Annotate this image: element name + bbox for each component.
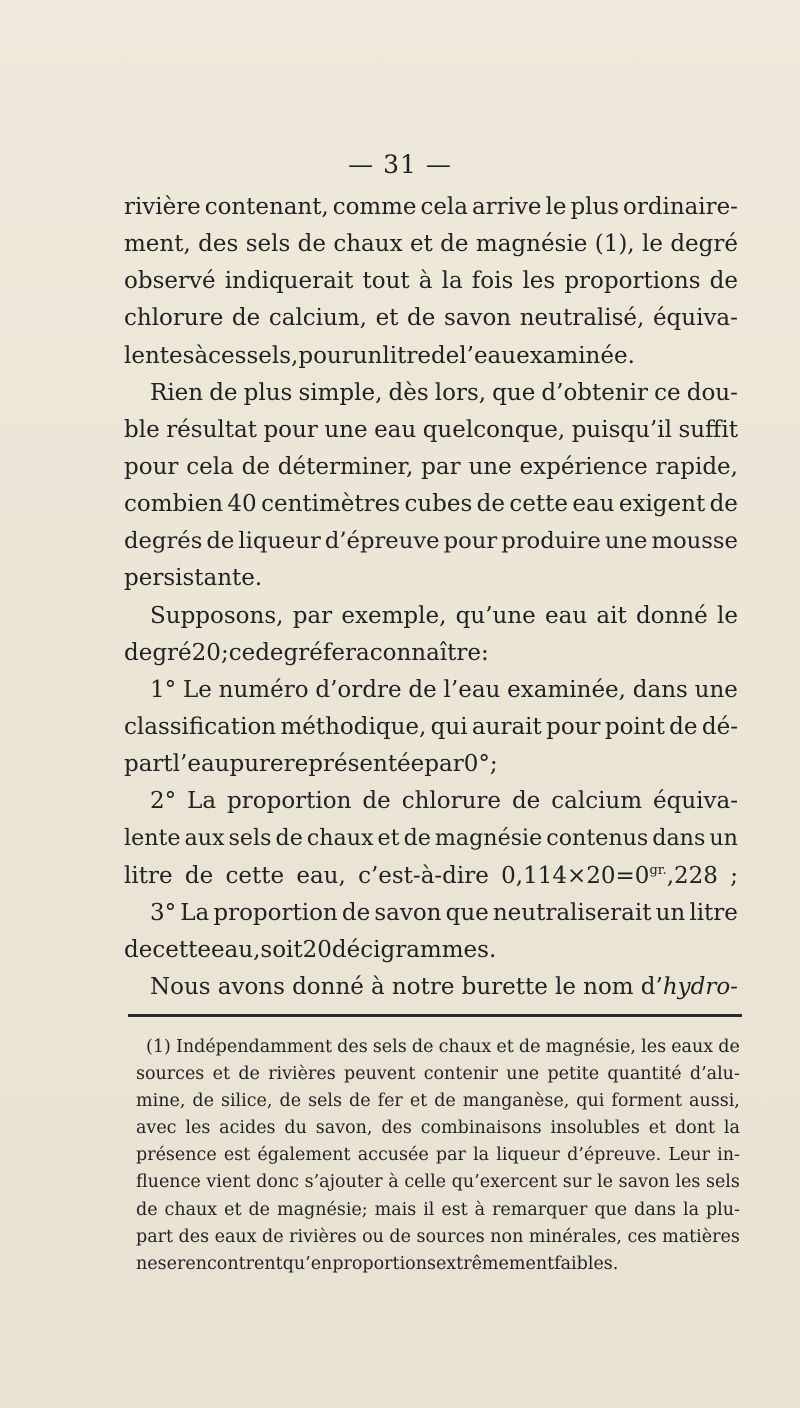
footnote-line: fluence vient donc s’ajouter à celle qu’exercent sur le savon les sels — [136, 1172, 740, 1193]
text-line: rivière contenant, comme cela arrive le plus ordinaire- — [124, 194, 738, 220]
text-line: Rien de plus simple, dès lors, que d’obtenir ce dou- — [150, 379, 738, 406]
text-line: classification méthodique, qui aurait pour point de dé- — [124, 713, 738, 740]
text-line: degré 20 ; ce degré fera connaître : — [124, 639, 489, 666]
text-line: lentes à ces sels, pour un litre de l’eau examinée. — [124, 342, 635, 369]
text-line: de cette eau, soit 20 décigrammes. — [124, 936, 497, 963]
footnote-divider — [128, 1014, 742, 1017]
footnote-line: de chaux et de magnésie; mais il est à remarquer que dans la plu- — [136, 1199, 740, 1220]
text-line: combien 40 centimètres cubes de cette eau exigent de — [124, 491, 738, 518]
text-line: pour cela de déterminer, par une expérience rapide, — [124, 453, 738, 480]
text-line: lente aux sels de chaux et de magnésie contenus dans un — [124, 825, 738, 852]
main-text — [124, 189, 738, 1006]
footnote-line: mine, de silice, de sels de fer et de manganèse, qui forment aussi, — [136, 1091, 740, 1112]
footnote-line: ne se rencontrent qu’en proportions extrêmement faibles. — [136, 1253, 619, 1274]
text-line: degrés de liqueur d’épreuve pour produire une mousse — [124, 528, 738, 555]
text-line: litre de cette eau, c’est-à-dire $0,114\times 20=0^{gr.},228$ ; — [124, 862, 738, 889]
text-line: observé indiquerait tout à la fois les proportions de — [124, 268, 738, 295]
text-line: ment, des sels de chaux et de magnésie (1), le degré — [124, 231, 738, 258]
text-line: ble résultat pour une eau quelconque, puisqu’il suffit — [124, 416, 738, 443]
text-line: Supposons, par exemple, qu’une eau ait donné le — [150, 602, 738, 629]
text-line: persistante. — [124, 565, 263, 592]
text-line: 1° Le numéro d’ordre de l’eau examinée, dans une — [150, 676, 738, 703]
text-line: 3° La proportion de savon que neutraliserait un litre — [150, 899, 738, 926]
footnote-line: avec les acides du savon, des combinaisons insolubles et dont la — [136, 1118, 740, 1139]
footnote-line: (1) Indépendamment des sels de chaux et de magnésie, les eaux de — [146, 1037, 740, 1057]
footnote-line: présence est également accusée par la liqueur d’épreuve. Leur in- — [136, 1145, 740, 1166]
text-line: 2° La proportion de chlorure de calcium équiva- — [150, 788, 738, 815]
page-number: — 31 — — [348, 150, 452, 179]
text-line: chlorure de calcium, et de savon neutralisé, équiva- — [124, 305, 738, 332]
text-line: Nous avons donné à notre burette le nom d’hydro- — [150, 973, 738, 1000]
footnote — [136, 1034, 740, 1278]
text-line: part l’eau pure représentée par 0°; — [124, 751, 498, 778]
footnote-line: part des eaux de rivières ou de sources non minérales, ces matières — [136, 1226, 740, 1247]
footnote-line: sources et de rivières peuvent contenir une petite quantité d’alu- — [136, 1064, 740, 1085]
